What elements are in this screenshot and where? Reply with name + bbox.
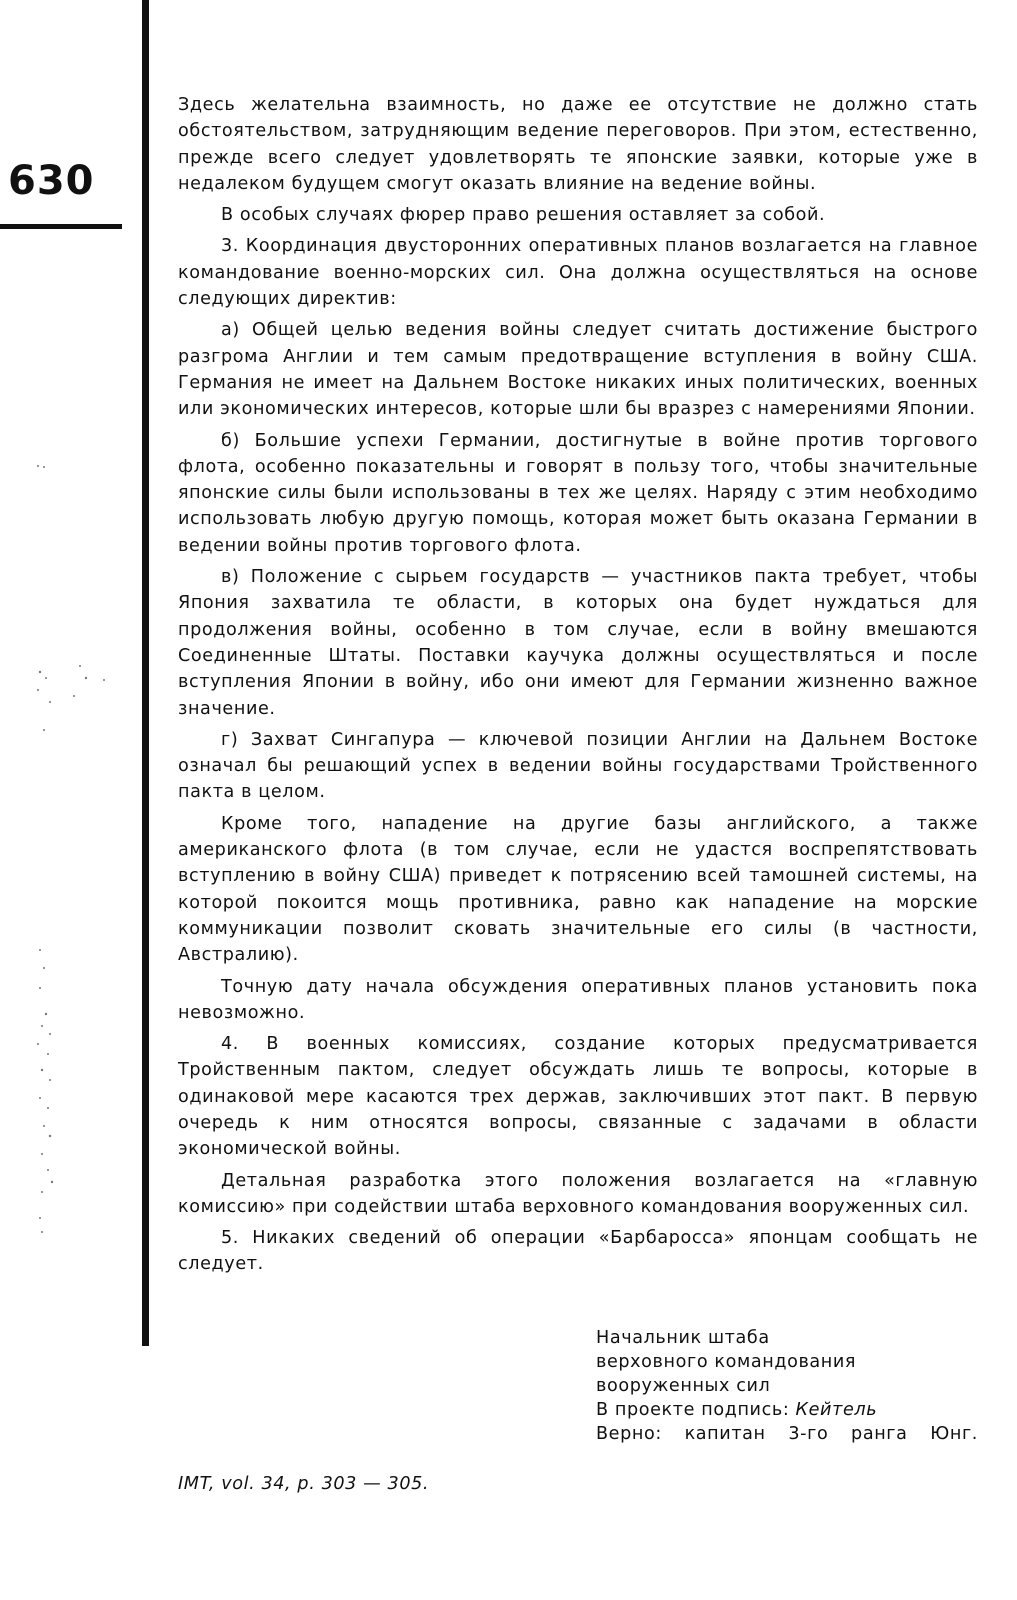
paragraph-date: Точную дату начала обсуждения оперативных планов установить пока невозможно. [178,976,978,1023]
paragraph-fuhrer-decision: В особых случаях фюрер право решения оставляет за собой. [221,205,826,226]
certified-word-4: ранга [851,1424,908,1444]
paragraph-main-commission: Детальная разработка этого положения возлагается на «главную комиссию» при содействии штаба верховного командования вооруженных сил. [178,1170,978,1217]
paragraph-point-3b: б) Большие успехи Германии, достигнутые в войне против торгового флота, особенно показательны и говорят в пользу того, чтобы значительные японские силы были использованы в тех же целях. Наряду с этим необходимо использовать любую другую помощь, которая может быть оказана Германии в ведении войны против торгового флота. [178,430,978,556]
certified-word-5: Юнг. [930,1424,978,1444]
page-number: 630 [8,158,95,204]
paragraph-point-5: 5. Никаких сведений об операции «Барбаросса» японцам сообщать не следует. [178,1228,978,1275]
paragraph-intro: Здесь желательна взаимность, но даже ее отсутствие не должно стать обстоятельством, затрудняющим ведение переговоров. При этом, естественно, прежде всего следует удовлетворять те японские заявки, которые уже в недалеком будущем смогут оказать влияние на ведение войны. [178,95,978,194]
source-citation: IMT, vol. 34, p. 303 — 305. [178,1474,430,1494]
paragraph-bases-attack: Кроме того, нападение на другие базы английского, а также американского флота (в том случае, если не удастся воспрепятствовать вступлению в войну США) приведет к потрясению всей тамошней системы, на которой покоится мощь противника, равно как нападение на морские коммуникации позволит сковать значительные его силы (в частности, Австралию). [178,813,978,966]
paragraph-point-3a: а) Общей целью ведения войны следует считать достижение быстрого разгрома Англии и тем самым предотвращение вступления в войну США. Германия не имеет на Дальнем Востоке никаких иных политических, военных или экономических интересов, которые шли бы вразрез с намерениями Японии. [178,320,978,420]
signature-draft-label: В проекте подпись: [596,1400,796,1420]
paragraph-point-4: 4. В военных комиссиях, создание которых предусматривается Тройственным пактом, следует обсуждать лишь те вопросы, которые в одинаковой мере касаются трех держав, заключивших этот пакт. В первую очередь к ним относятся вопросы, связанные с задачами в области экономической войны. [178,1034,978,1160]
signature-line-command: верховного командования [596,1352,857,1372]
signature-line-title: Начальник штаба [596,1328,770,1348]
margin-rule [142,0,149,1346]
signature-line-certified [596,1422,978,1446]
certified-word-2: капитан [684,1424,766,1444]
page-number-rule [0,224,122,229]
scan-specks [20,440,120,1260]
signature-block [596,1326,978,1446]
paragraph-point-3g: г) Захват Сингапура — ключевой позиции Англии на Дальнем Востоке означал бы решающий успех в ведении войны государствами Тройственного пакта в целом. [178,729,978,803]
paragraph-point-3v: в) Положение с сырьем государств — участников пакта требует, чтобы Япония захватила те области, в которых она будет нуждаться для продолжения войны, особенно в том случае, если в войну вмешаются Соединенные Штаты. Поставки каучука должны осуществляться и после вступления Японии в войну, ибо они имеют для Германии жизненно важное значение. [178,567,978,719]
certified-word-1: Верно: [596,1424,662,1444]
signature-name-keitel: Кейтель [795,1400,878,1420]
signature-line-draft [596,1398,978,1422]
certified-word-3: 3-го [788,1424,829,1444]
paragraph-point-3: 3. Координация двусторонних оперативных планов возлагается на главное командование военно-морских сил. Она должна осуществляться на основе следующих директив: [178,236,978,310]
signature-line-forces: вооруженных сил [596,1376,771,1396]
document-body [178,92,978,1283]
